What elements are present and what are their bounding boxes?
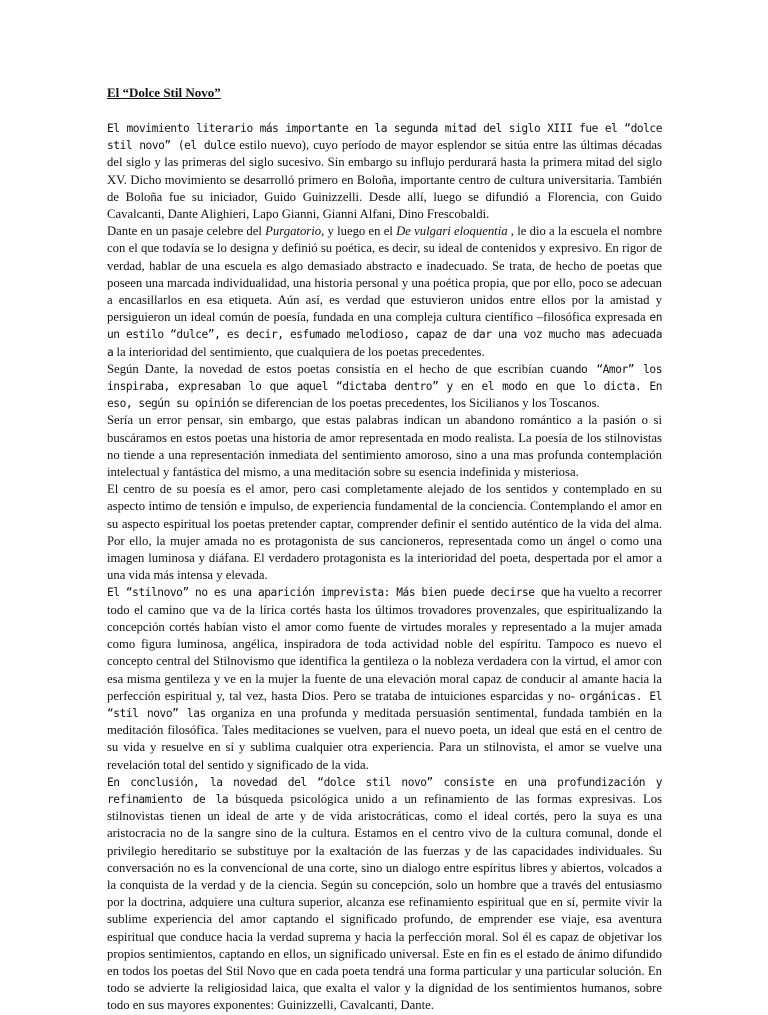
text-run: en un estilo “dulce”, es decir, esfumado melodioso, capaz de dar una voz mucho mas adecuada a [107, 311, 662, 359]
document-title: El “Dolce Stil Novo” [107, 85, 221, 100]
text-run: En conclusión, la novedad del “dolce stil novo” consiste en una profundización y refinamiento de la [107, 775, 662, 806]
text-run: se diferencian de los poetas precedentes, los Sicilianos y los Toscanos. [239, 396, 600, 411]
text-run: , le dio a la escuela el nombre con el que todavía se lo designa y definió su poética, es decir, su ideal de contenidos y expresivo. En rigor de verdad, hablar de una escuela es algo demasiado abstracto e inadecuado. Se trata, de hecho de poetas que poseen una marcada individualidad, una historia personal y una poética propia, que por ello, poco se adecuan a encasillarlos en esa etiqueta. Aún así, es verdad que estuvieron unidos entre ellos por la amistad y persiguieron un ideal común de poesía, fundada en una compleja cultura científico –filosófica expresada [107, 224, 662, 325]
text-run: El “stilnovo” no es una aparición imprevista: Más bien puede decirse que [107, 586, 560, 600]
text-run: estilo nuevo), cuyo período de mayor esplendor se sitúa entre las últimas décadas del siglo y las primeras del siglo sucesivo. Sin embargo su influjo perdurará hasta la primera mitad del siglo XV. Dicho movimiento se desarrolló primero en Boloña, importante centro de cultura universitaria. También de Boloña fue su iniciador, Guido Guinizzelli. Desde allí, luego se difundió a Florencia, con Guido Cavalcanti, Dante Alighieri, Lapo Gianni, Gianni Alfani, Dino Frescobaldi. [107, 138, 662, 222]
text-run: la interioridad del sentimiento, que cualquiera de los poetas precedentes. [113, 344, 485, 359]
paragraph [107, 223, 662, 361]
text-run: Según Dante, la novedad de estos poetas consistía en el hecho de que escribían [107, 361, 550, 376]
work-title: Purgatorio [265, 224, 322, 239]
paragraph [107, 361, 662, 413]
document-body [107, 120, 662, 1015]
paragraph [107, 412, 662, 481]
paragraph [107, 120, 662, 223]
text-run: El centro de su poesía es el amor, pero casi completamente alejado de los sentidos y contemplado en su aspecto intimo de tensión e impulso, de experiencia fundamental de la conciencia. Contemplando el amor en su aspecto espiritual los poetas pretender captar, comprender definir el sentido auténtico de la vida del alma. Por ello, la mujer amada no es protagonista de sus cancioneros, representada como un ángel o como una imagen luminosa y diáfana. El verdadero protagonista es la interioridad del poeta, despertada por el amor a una vida más intensa y elevada. [107, 482, 662, 583]
text-run: cuando “Amor” los inspiraba, expresaban lo que aquel “dictaba dentro” y en el modo en que lo dicta. En eso, según su opinión [107, 362, 662, 411]
paragraph [107, 584, 662, 773]
work-title: De vulgari eloquentia [396, 224, 508, 239]
text-run: búsqueda psicológica unido a un refinamiento de las formas expresivas. Los stilnovistas tienen un ideal de arte y de vida aristocráticas, como el ideal cortés, pero la suya es una aristocracia no de la sangre sino de la cultura. Estamos en el centro vivo de la cultura comunal, donde el privilegio hereditario se substituye por la exaltación de las fuerzas y de las capacidades individuales. Su conversación no es la convencional de una corte, sino un dialogo entre espíritus libres y abiertos, volcados a la conquista de la verdad y de la ciencia. Según su concepción, solo un hombre que a través del entusiasmo por la doctrina, adquiere una cultura superior, alcanza ese refinamiento espiritual que en sí, permite vivir la sublime experiencia del amor captando el significado profundo, de emprender ese viaje, esa aventura espiritual que conduce hacia la verdad suprema y hacia la perfección moral. Sol él es capaz de objetivar los propios sentimientos, captando en ellos, un significado universal. Este en fin es el estado de ánimo difundido en todos los poetas del Stil Novo que en cada poeta tendrá una forma particular y una particular solución. En todo se advierte la religiosidad laica, que exalta el valor y la dignidad de los sentimientos humanos, sobre todo en sus mayores exponentes: Guinizzelli, Cavalcanti, Dante. [107, 791, 662, 1013]
text-run: orgánicas. El “stil novo” las [107, 689, 662, 720]
paragraph [107, 481, 662, 584]
text-run: El movimiento literario más importante en la segunda mitad del siglo XIII fue el “dolce stil novo” (el dulce [107, 122, 662, 153]
text-run: , y luego en el [321, 224, 397, 239]
text-run: ha vuelto a recorrer todo el camino que va de la lírica cortés hasta los últimos trovadores provenzales, que espiritualizando la concepción cortés habían visto el amor como fuente de virtudes morales y representado a la mujer amada como figura luminosa, angélica, inspiradora de toda actividad noble del espíritu. Tampoco es nuevo el concepto central del Stilnovismo que identifica la gentileza o la nobleza verdadera con la virtud, el amor con esa misma gentileza y ve en la mujer la fuente de una elevación moral capaz de conducir al amante hacia la perfección espiritual y, tal vez, hasta Dios. Pero se trataba de intuiciones esparcidas y no- [107, 585, 662, 703]
text-run: Dante en un pasaje celebre del [107, 224, 266, 239]
text-run: organiza en una profunda y meditada persuasión sentimental, fundada también en la meditación filosófica. Tales meditaciones se vuelven, para el nuevo poeta, un ideal que está en el centro de su vida y resuelve en sí y sublima cualquier otra experiencia. Para un stilnovista, el amor se vuelve una revelación total del sentido y significado de la vida. [107, 705, 662, 772]
paragraph [107, 774, 662, 1015]
text-run: Sería un error pensar, sin embargo, que estas palabras indican un abandono romántico a la pasión o si buscáramos en estos poetas una historia de amor representada en modo realista. La poesía de los stilnovistas no tiende a una representación inmediata del sentimiento amoroso, sino a una mas profunda contemplación intelectual y fantástica del mismo, a una meditación sobre su esencia indefinida y misteriosa. [107, 413, 662, 480]
